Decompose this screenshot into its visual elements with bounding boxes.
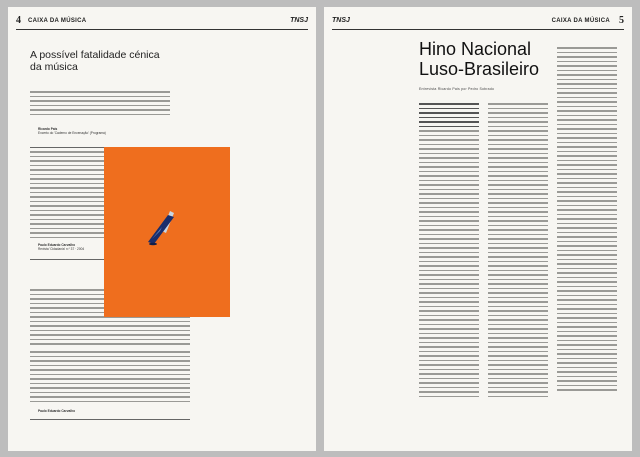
blue-wedge	[148, 215, 174, 244]
right-article-title	[419, 39, 539, 79]
left-logo: TNSJ	[290, 17, 308, 24]
left-header	[16, 15, 308, 30]
column-3	[557, 47, 617, 433]
title-line-2: Luso-Brasileiro	[419, 59, 540, 79]
left-article-title: A possível fatalidade cénica da música	[30, 49, 160, 73]
right-header	[332, 15, 624, 30]
right-logo: TNSJ	[332, 17, 350, 24]
caption-1-name: Ricardo Pais	[38, 127, 58, 131]
caption-3-name: Paulo Eduardo Carvalho	[38, 409, 76, 413]
column-2	[488, 103, 548, 433]
dark-tip	[149, 243, 157, 246]
title-line-1: Hino Nacional	[419, 39, 532, 59]
painting-shapes	[104, 147, 230, 317]
left-page-number: 4	[16, 15, 21, 26]
caption-3	[38, 409, 168, 413]
right-page	[324, 7, 632, 451]
caption-2-source: Revista 'Cidadania' n.º 37 · 2004	[38, 247, 85, 251]
column-1	[419, 103, 479, 433]
caption-1-source: Excerto do 'Caderno de Encenação' (Programa)	[38, 131, 106, 135]
body-text-block-3	[30, 351, 190, 405]
article-byline: Entrevista Ricardo Pais por Pedro Sobrado	[419, 87, 495, 91]
right-section-label: CAIXA DA MÚSICA	[551, 18, 610, 24]
right-page-number: 5	[619, 15, 624, 26]
left-section-label: CAIXA DA MÚSICA	[28, 18, 87, 24]
caption-2-name: Paulo Eduardo Carvalho	[38, 243, 76, 247]
left-page	[8, 7, 316, 451]
orange-painting	[104, 147, 230, 317]
caption-1	[38, 127, 158, 135]
divider-3	[30, 419, 190, 420]
